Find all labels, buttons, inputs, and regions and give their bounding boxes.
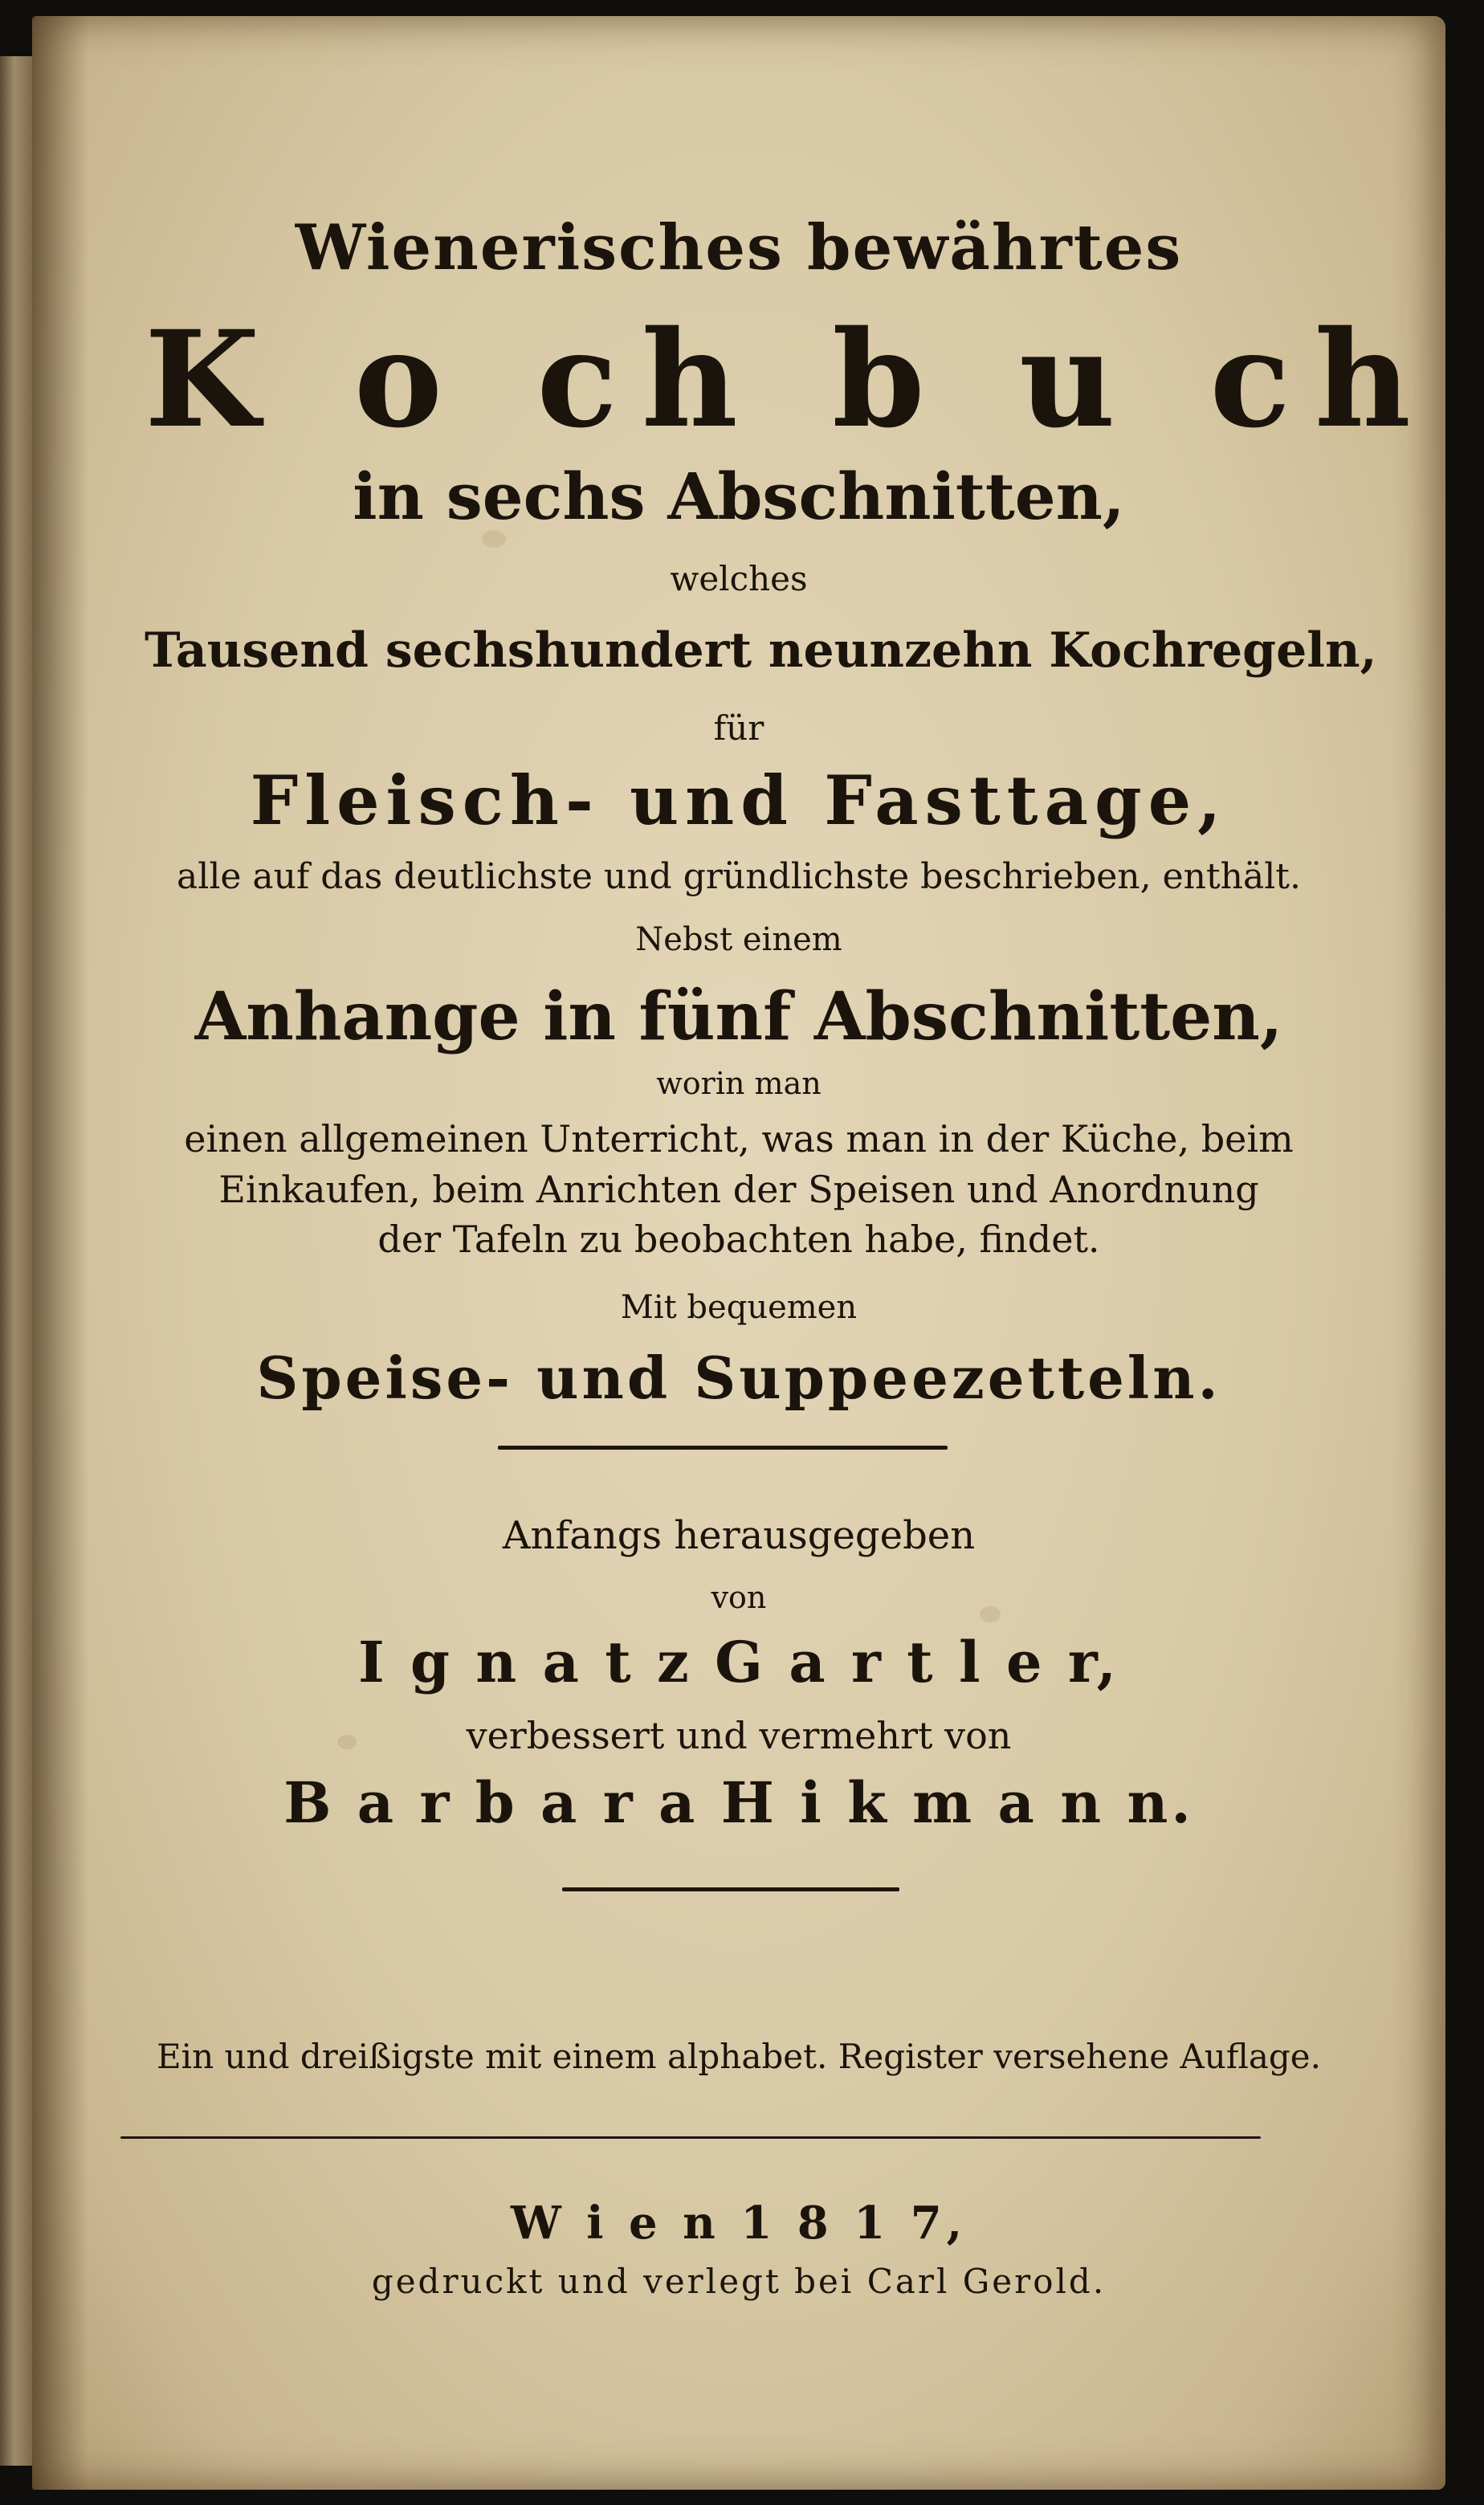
title-line-14: der Tafeln zu beobachten habe, findet.	[377, 1218, 1100, 1261]
title-line-1: Wienerisches bewährtes	[295, 211, 1183, 284]
imprint: gedruckt und verlegt bei Carl Gerold.	[371, 2262, 1107, 2301]
title-page	[32, 16, 1445, 2490]
title-line-11: worin man	[656, 1066, 822, 1101]
title-line-16: Speise- und Suppeezetteln.	[256, 1344, 1221, 1412]
title-line-18: von	[711, 1580, 767, 1615]
footer-rule	[120, 2136, 1261, 2139]
title-line-6: für	[713, 708, 764, 748]
previous-page-edge	[0, 56, 32, 2466]
title-line-17: Anfangs herausgegeben	[502, 1513, 976, 1558]
edition-note: Ein und dreißigste mit einem alphabet. Register versehene Auflage.	[157, 2037, 1321, 2076]
title-line-3: in sechs Abschnitten,	[353, 459, 1125, 534]
divider-rule	[498, 1446, 948, 1450]
author-name: I g n a t z G a r t l e r,	[357, 1629, 1120, 1695]
title-line-13: Einkaufen, beim Anrichten der Speisen und Anordnung	[218, 1168, 1259, 1211]
title-line-8: alle auf das deutlichste und gründlichste beschrieben, enthält.	[177, 856, 1301, 897]
title-line-20: verbessert und vermehrt von	[466, 1714, 1012, 1757]
title-line-4: welches	[670, 559, 808, 598]
title-line-15: Mit bequemen	[620, 1289, 858, 1326]
title-line-9: Nebst einem	[635, 921, 842, 958]
title-line-5: Tausend sechshundert neunzehn Kochregeln,	[145, 622, 1377, 679]
title-line-12: einen allgemeinen Unterricht, was man in der Küche, beim	[184, 1117, 1294, 1161]
place-year: W i e n 1 8 1 7,	[510, 2197, 968, 2250]
title-line-10: Anhange in fünf Abschnitten,	[194, 978, 1283, 1055]
divider-rule	[562, 1887, 899, 1891]
title-line-7: Fleisch- und Fasttage,	[250, 761, 1228, 840]
editor-name: B a r b a r a H i k m a n n.	[283, 1769, 1194, 1836]
main-title: K o ch b u ch	[145, 301, 1435, 457]
title-page-text	[32, 16, 1445, 2490]
